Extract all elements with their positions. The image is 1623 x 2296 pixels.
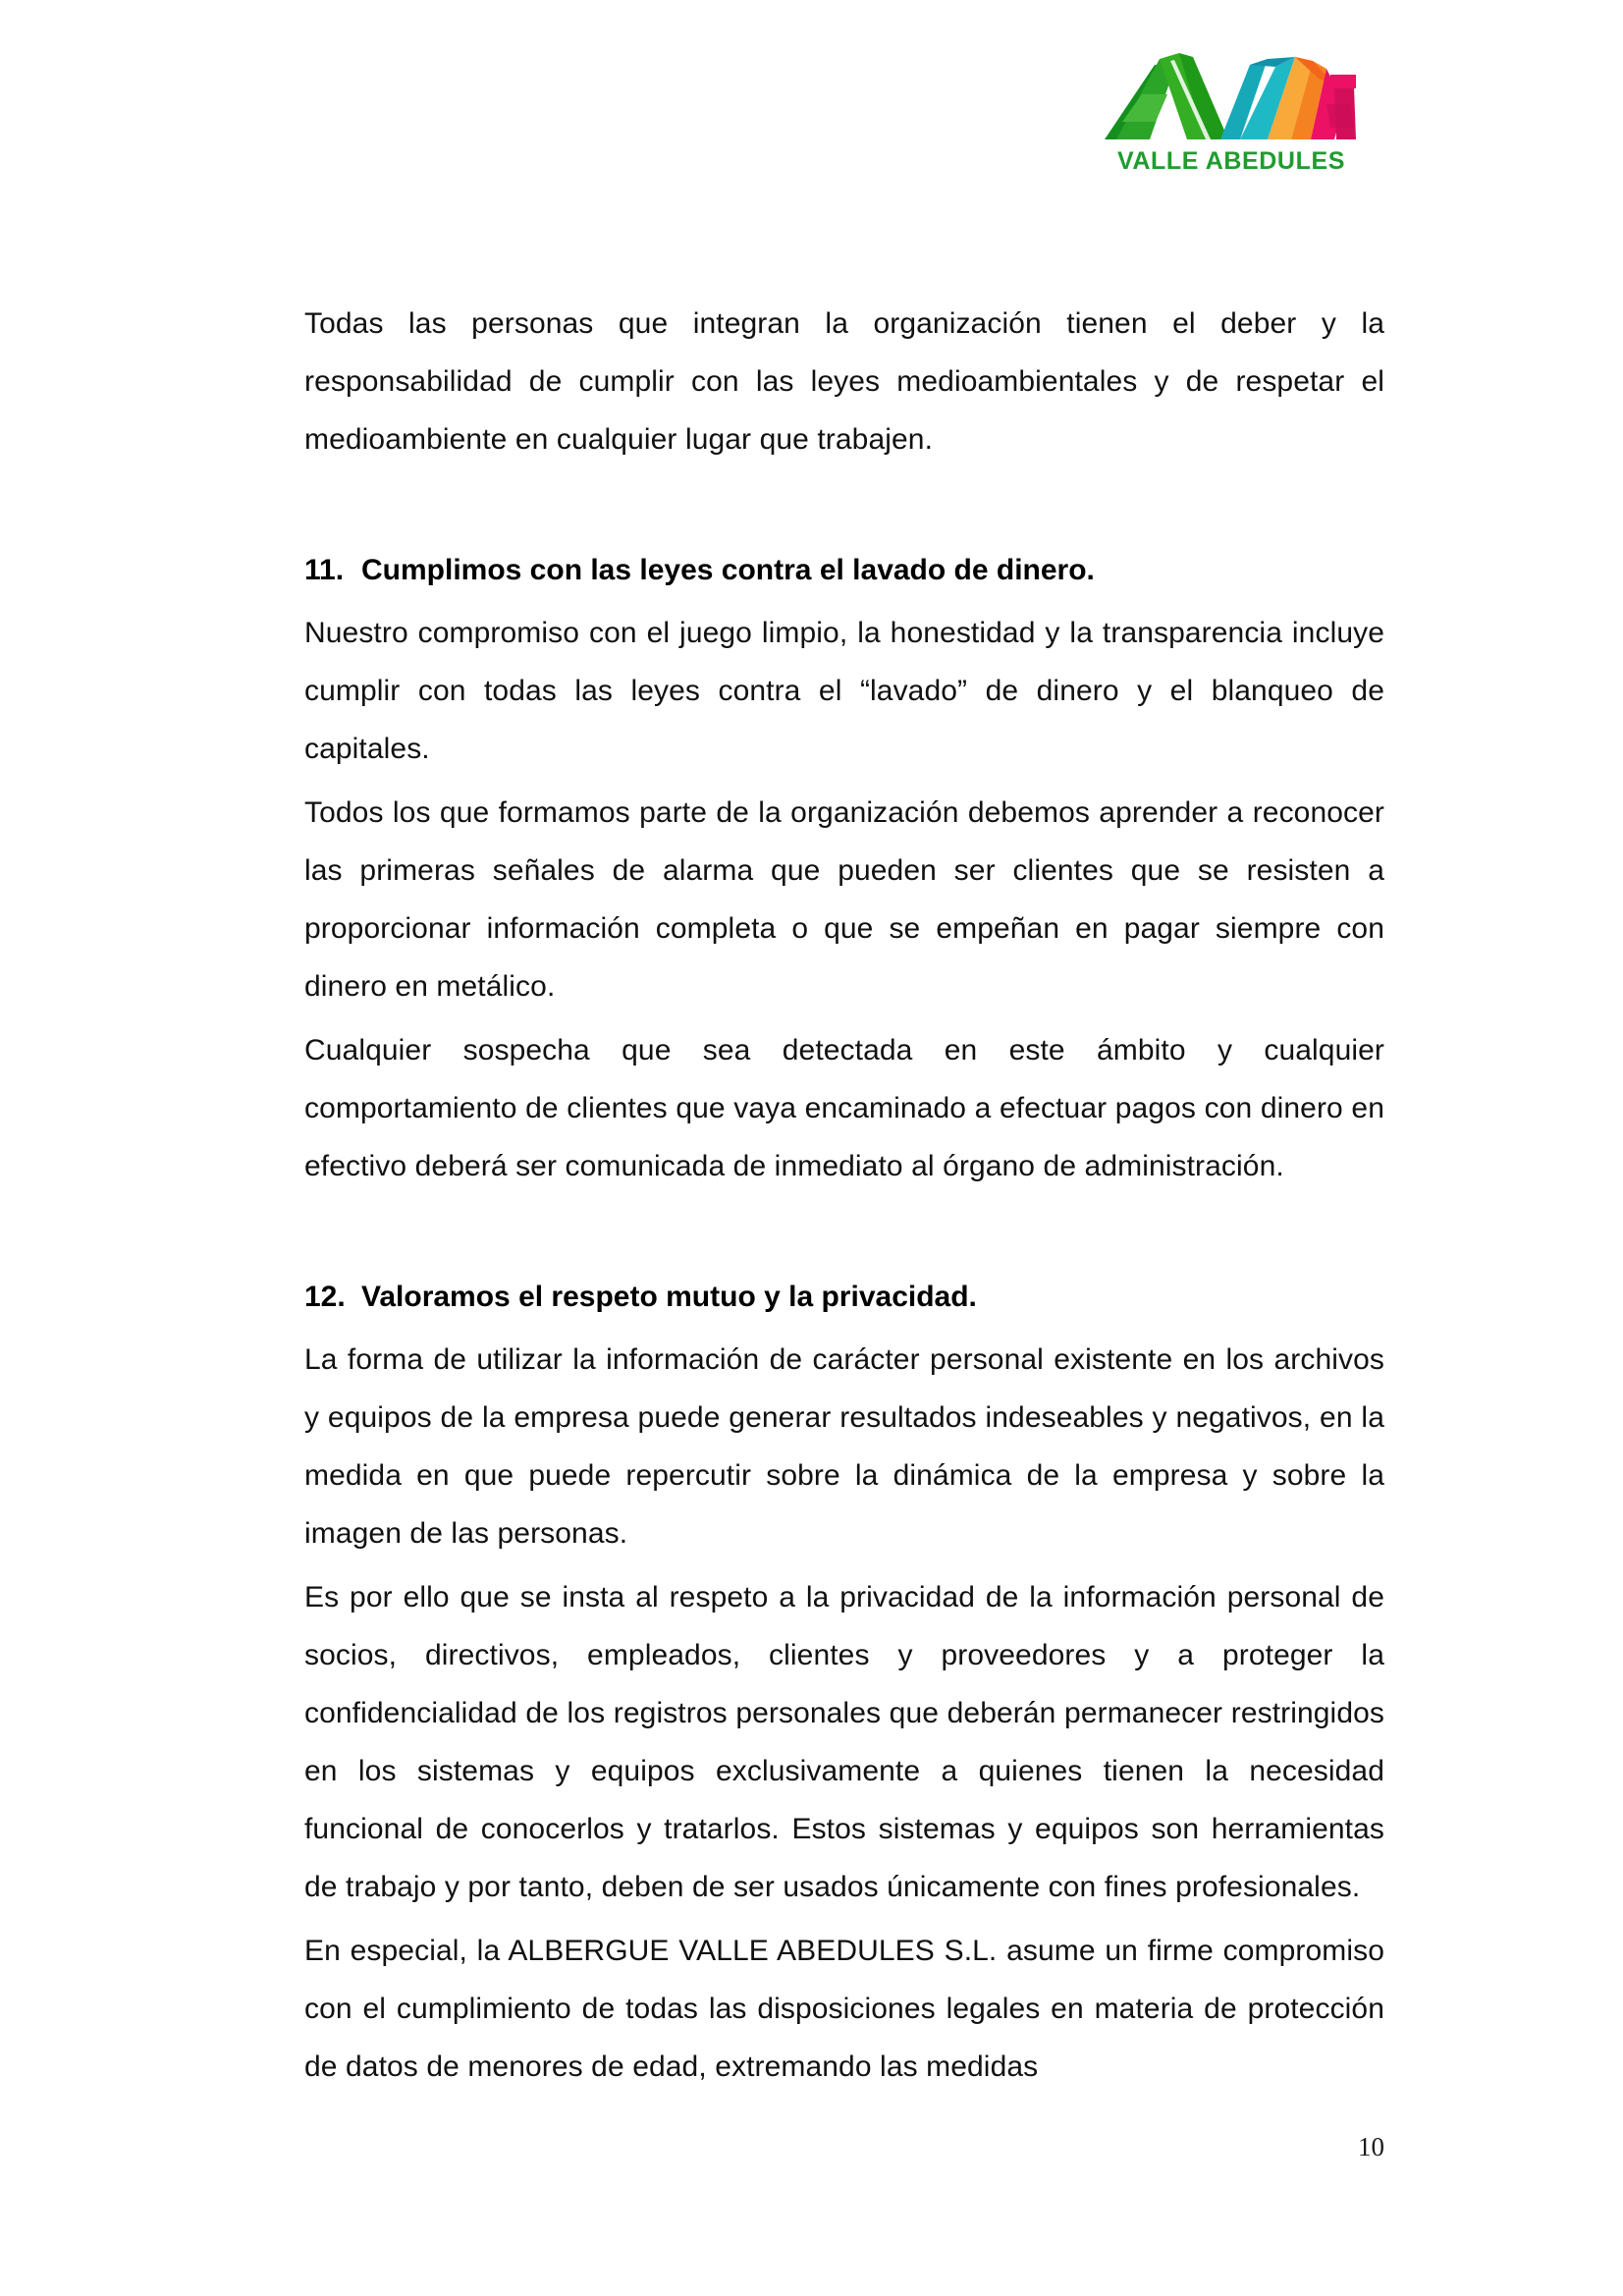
section-number-11: 11. <box>304 554 345 586</box>
logo-wordmark: VALLE ABEDULES <box>1116 147 1346 175</box>
document-body <box>304 295 1384 2102</box>
section-number-12: 12. <box>304 1281 346 1313</box>
section-heading-12 <box>304 1274 1384 1321</box>
page-number: 10 <box>1358 2132 1384 2161</box>
spacer <box>304 1201 1384 1274</box>
valle-abedules-logo-icon <box>1103 45 1360 147</box>
spacer <box>304 474 1384 547</box>
section-11-paragraph-2: Todos los que formamos parte de la organización debemos aprender a reconocer las primeras señales de alarma que pueden ser clientes que se resisten a proporcionar información completa o que se empeñan en pagar siempre con dinero en metálico. <box>304 796 1384 1003</box>
section-title-12: Valoramos el respeto mutuo y la privacidad. <box>361 1281 977 1313</box>
section-heading-11 <box>304 547 1384 594</box>
section-12-paragraph-2: Es por ello que se insta al respeto a la privacidad de la información personal de socios, directivos, empleados, clientes y proveedores y a proteger la confidencialidad de los registros personales que deberán permanecer restringidos en los sistemas y equipos exclusivamente a quienes tienen la necesidad funcional de conocerlos y tratarlos. Estos sistemas y equipos son herramientas de trabajo y por tanto, deben de ser usados únicamente con fines profesionales. <box>304 1581 1384 1903</box>
section-11-paragraph-3: Cualquier sospecha que sea detectada en este ámbito y cualquier comportamiento de clientes que vaya encaminado a efectuar pagos con dinero en efectivo deberá ser comunicada de inmediato al órgano de administración. <box>304 1034 1384 1182</box>
page-header <box>0 0 1623 216</box>
section-12-paragraph-1: La forma de utilizar la información de carácter personal existente en los archivos y equipos de la empresa puede generar resultados indeseables y negativos, en la medida en que puede repercutir sobre la dinámica de la empresa y sobre la imagen de las personas. <box>304 1343 1384 1550</box>
section-12-paragraph-3: En especial, la ALBERGUE VALLE ABEDULES S.L. asume un firme compromiso con el cumplimiento de todas las disposiciones legales en materia de protección de datos de menores de edad, extremando las medidas <box>304 1935 1384 2083</box>
section-11-paragraph-1: Nuestro compromiso con el juego limpio, la honestidad y la transparencia incluye cumplir con todas las leyes contra el “lavado” de dinero y el blanqueo de capitales. <box>304 617 1384 765</box>
section-title-11: Cumplimos con las leyes contra el lavado de dinero. <box>361 554 1095 586</box>
company-logo <box>1098 45 1365 194</box>
intro-paragraph: Todas las personas que integran la organización tienen el deber y la responsabilidad de cumplir con las leyes medioambientales y de respetar el medioambiente en cualquier lugar que trabajen. <box>304 307 1384 456</box>
page-footer <box>0 2109 1623 2296</box>
